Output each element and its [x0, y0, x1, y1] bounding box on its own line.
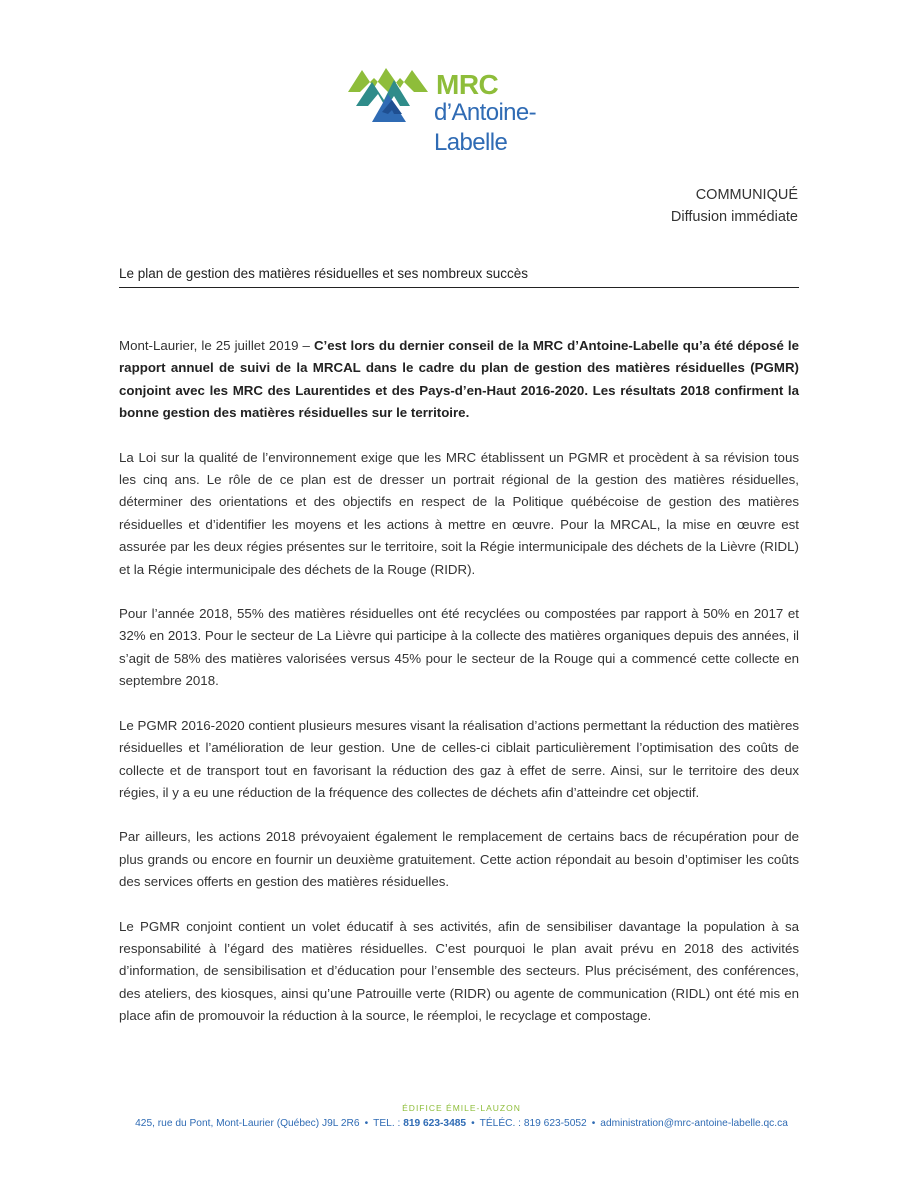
footer-tel-label: TEL. : [373, 1118, 401, 1129]
document-body [119, 335, 799, 1050]
footer-email: administration@mrc-antoine-labelle.qc.ca [600, 1118, 788, 1129]
lead-paragraph [119, 335, 799, 425]
footer-address: 425, rue du Pont, Mont-Laurier (Québec) J9L 2R6 [135, 1118, 360, 1129]
footer-fax: 819 623-5052 [523, 1118, 587, 1129]
communique-diffusion: Diffusion immédiate [670, 209, 798, 225]
logo-title-name: d’Antoine-Labelle [434, 99, 537, 156]
lead-summary: C’est lors du dernier conseil de la MRC d’Antoine-Labelle qu’a été déposé le rapport annuel de suivi de la MRCAL dans le cadre du plan de gestion des matières résiduelles (PGMR) conjoint avec les MRC des Laurentides et des Pays-d’en-Haut 2016-2020. Les résultats 2018 confirment la bonne gestion des matières résiduelles sur le territoire. [119, 338, 800, 421]
footer-separator: • [591, 1118, 596, 1129]
body-paragraph-1: La Loi sur la qualité de l’environnement exige que les MRC établissent un PGMR et procèdent à sa révision tous les cinq ans. Le rôle de ce plan est de dresser un portrait régional de la gestion des matières résiduelles, déterminer des orientations et des objectifs en respect de la Politique québécoise de gestion des matières résiduelles et d’identifier les moyens et les actions à mettre en œuvre. Pour la MRCAL, la mise en œuvre est assurée par les deux régies présentes sur le territoire, soit la Régie intermunicipale des déchets de la Lièvre (RIDL) et la Régie intermunicipale des déchets de la Rouge (RIDR). [119, 449, 799, 577]
footer-contact-line [0, 1118, 923, 1129]
footer-separator: • [364, 1118, 369, 1129]
body-paragraph-2: Pour l’année 2018, 55% des matières résiduelles ont été recyclées ou compostées par rapport à 50% en 2017 et 32% en 2013. Pour le secteur de La Lièvre qui participe à la collecte des matières organiques depuis des années, il s’agit de 58% des matières valorisées versus 45% pour le secteur de la Rouge qui a commencé cette collecte en septembre 2018. [119, 606, 799, 689]
mountains-logo-icon [348, 66, 432, 128]
communique-type: COMMUNIQUÉ [695, 187, 798, 203]
footer-fax-label: TÉLÉC. : [479, 1118, 521, 1129]
lead-dateline: Mont-Laurier, le 25 juillet 2019 – [119, 338, 314, 353]
footer-tel: 819 623-3485 [403, 1118, 467, 1129]
subject-line: Le plan de gestion des matières résiduelles et ses nombreux succès [119, 266, 799, 288]
footer-building-name: ÉDIFICE ÉMILE-LAUZON [402, 1103, 521, 1113]
mrc-logo [348, 66, 608, 156]
body-paragraph-3: Le PGMR 2016-2020 contient plusieurs mesures visant la réalisation d’actions permettant la réduction des matières résiduelles et l’amélioration de leur gestion. Une de celles-ci ciblait particulièrement l’optimisation des coûts de collecte et de transport tout en favorisant la réduction des gaz à effet de serre. Ainsi, sur le territoire des deux régies, il y a eu une réduction de la fréquence des collectes de déchets afin d’atteindre cet objectif. [119, 717, 799, 800]
logo-title-mrc: MRC [436, 69, 499, 100]
footer-separator: • [471, 1118, 475, 1129]
body-paragraph-4: Par ailleurs, les actions 2018 prévoyaient également le remplacement de certains bacs de récupération pour de plus grands ou encore en fournir un deuxième gratuitement. Cette action répondait au besoin d’optimiser les coûts des services offerts en gestion des matières résiduelles. [119, 829, 799, 890]
communique-header [671, 184, 798, 228]
body-paragraph-5: Le PGMR conjoint contient un volet éducatif à ses activités, afin de sensibiliser davantage la population à sa responsabilité à l’égard des matières résiduelles. C’est pourquoi le plan avait prévu en 2018 des activités d’information, de sensibilisation et d’éducation pour l’ensemble des secteurs. Plus précisément, des conférences, des ateliers, des kiosques, ainsi qu’une Patrouille verte (RIDR) ou agente de communication (RIDL) ont été mis en place afin de promouvoir la réduction à la source, le réemploi, le recyclage et compostage. [119, 918, 799, 1024]
